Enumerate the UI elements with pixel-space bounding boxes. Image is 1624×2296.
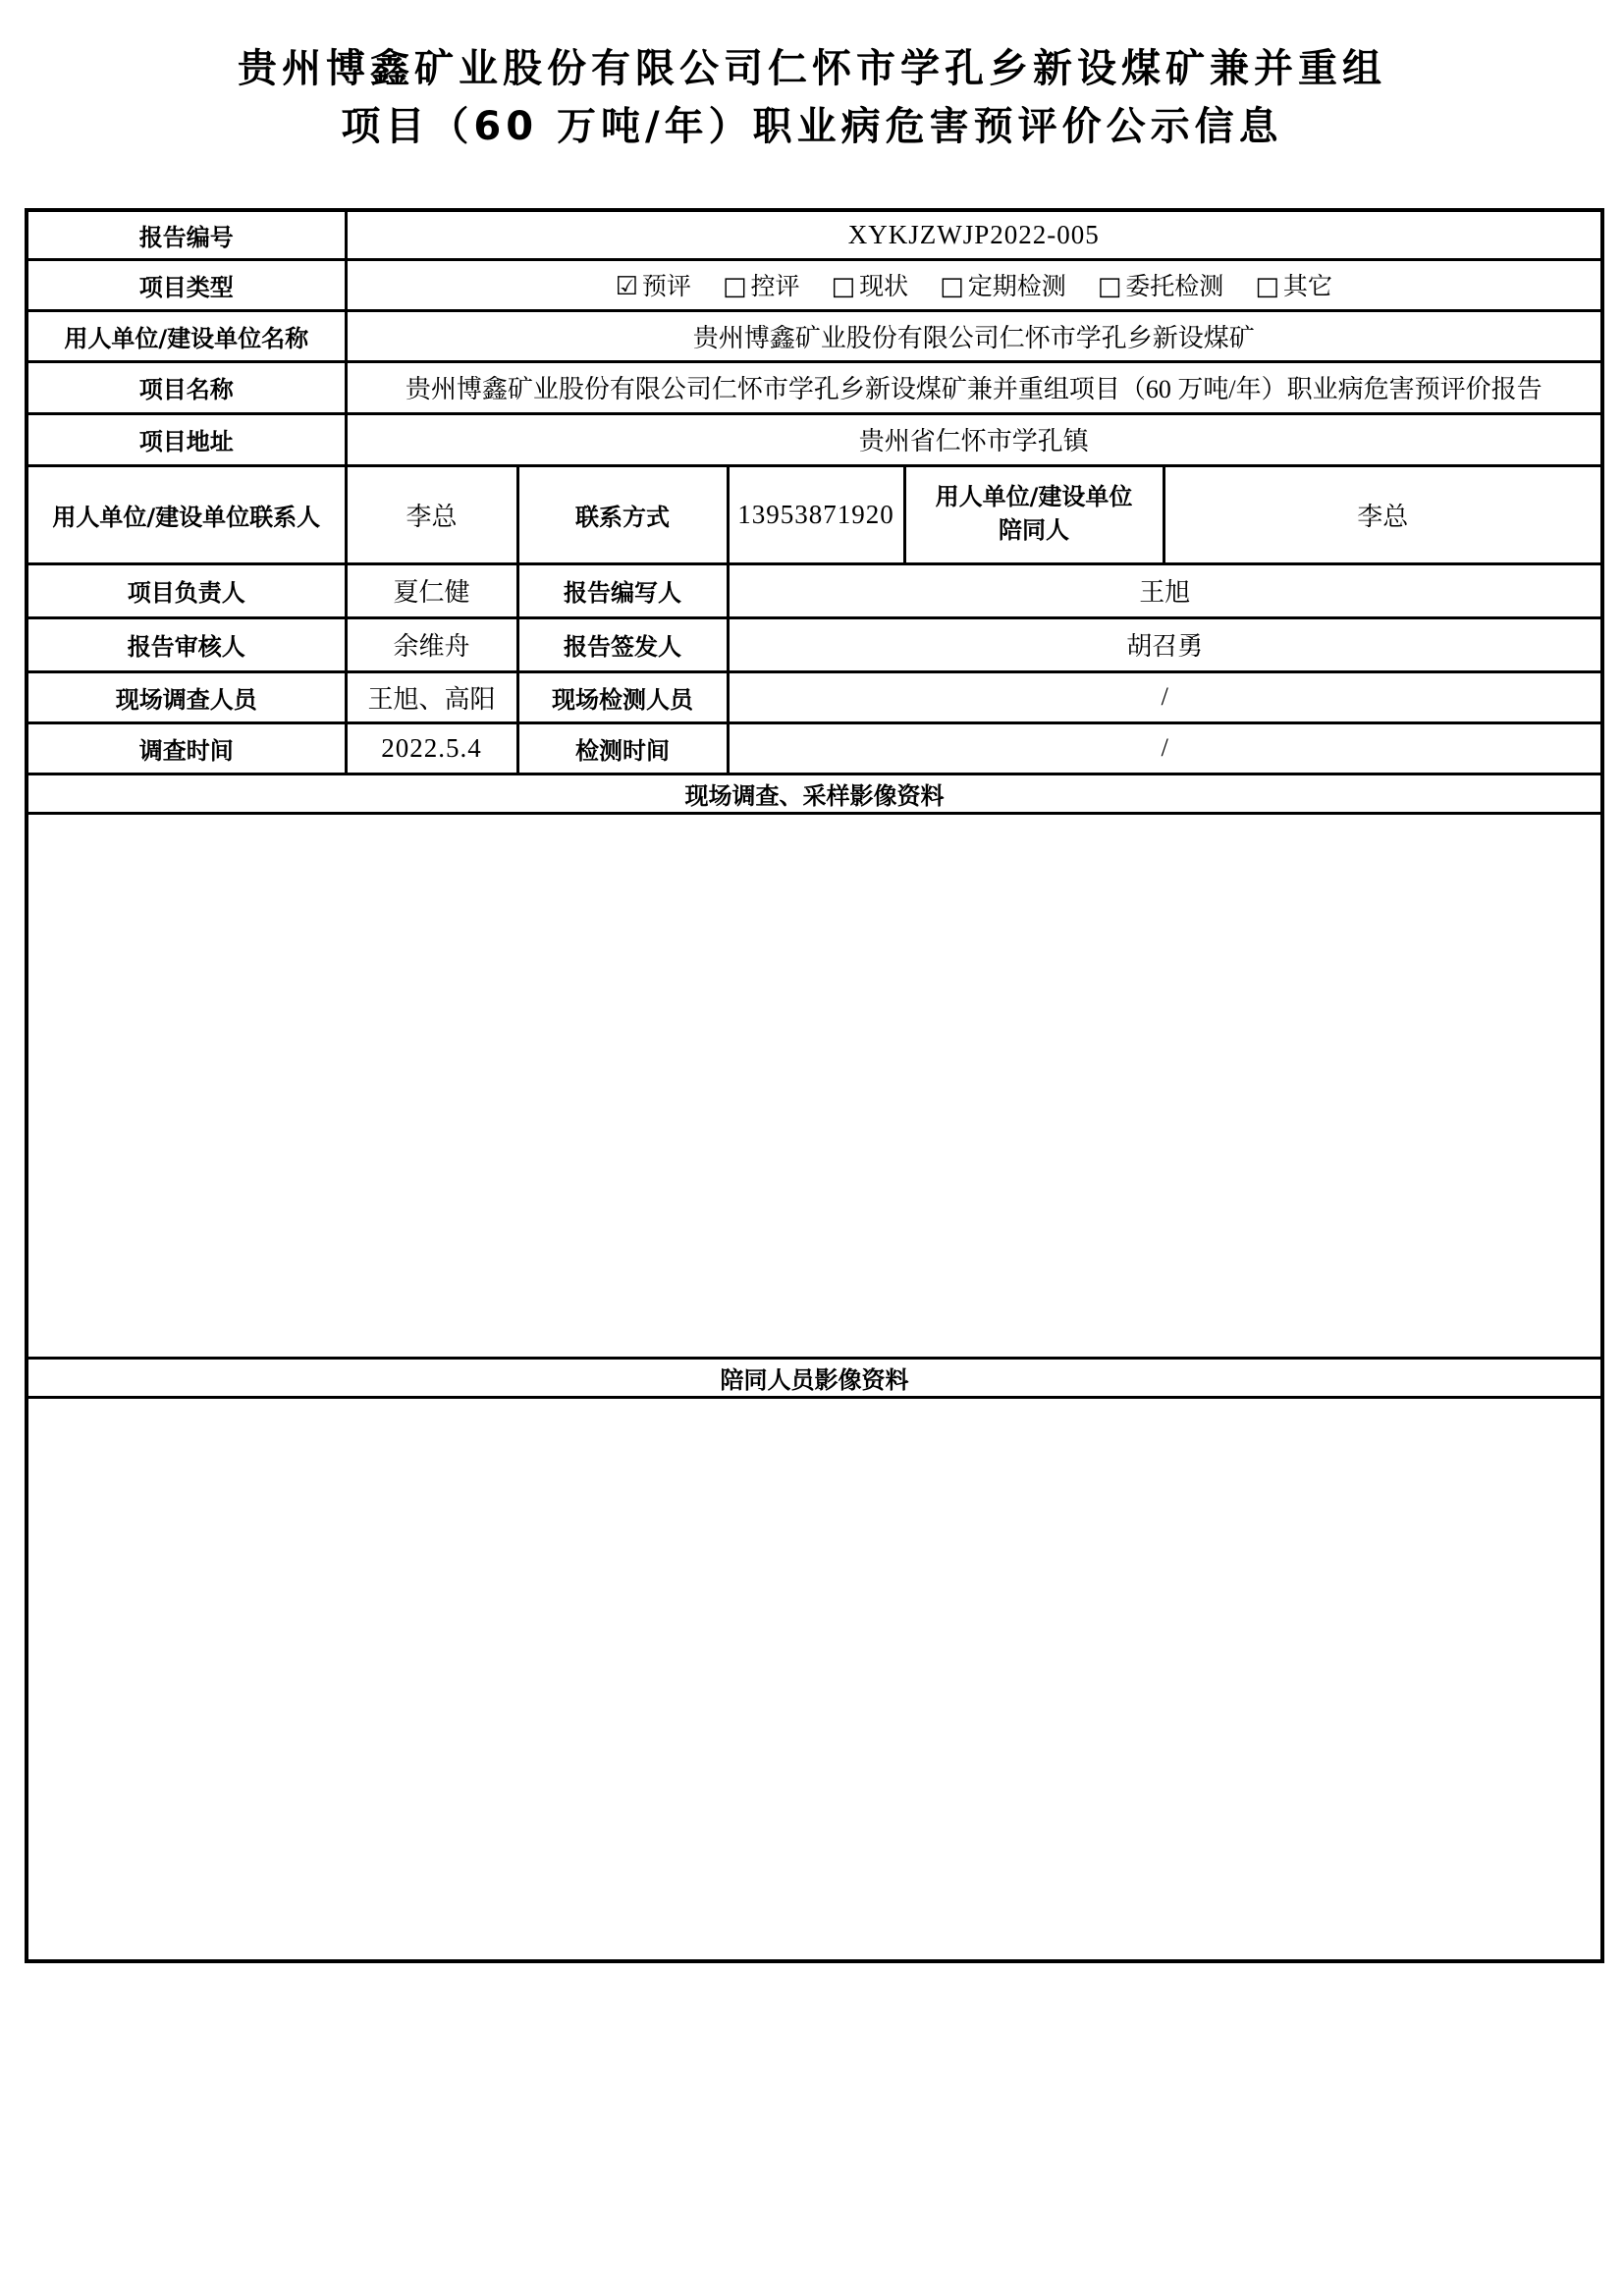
- report-number-label: 报告编号: [27, 210, 346, 259]
- employer-row: [27, 310, 1602, 361]
- page-title-line1: 贵州博鑫矿业股份有限公司仁怀市学孔乡新设煤矿兼并重组: [238, 46, 1386, 91]
- escort-name: 李总: [1164, 465, 1602, 563]
- project-type-option-entrusted: [1098, 267, 1224, 302]
- reviewer-label: 报告审核人: [27, 617, 346, 671]
- project-name-value: 贵州博鑫矿业股份有限公司仁怀市学孔乡新设煤矿兼并重组项目（60 万吨/年）职业病危害预评价报告: [346, 361, 1602, 413]
- survey-time-value: 2022.5.4: [346, 722, 517, 774]
- checkbox-label: 委托检测: [1125, 274, 1224, 300]
- section1-photo-area-row: [27, 813, 1602, 1358]
- leader-label: 项目负责人: [27, 563, 346, 617]
- project-type-row: [27, 259, 1602, 310]
- survey-personnel-row: [27, 671, 1602, 722]
- contact-label: 用人单位/建设单位联系人: [27, 465, 346, 563]
- writer-label: 报告编写人: [517, 563, 728, 617]
- leader-value: 夏仁健: [346, 563, 517, 617]
- page-title-line2: 项目（60 万吨/年）职业病危害预评价公示信息: [341, 104, 1283, 149]
- section2-photo-area-row: [27, 1397, 1602, 1961]
- checkbox-unchecked-icon: □: [722, 272, 747, 301]
- section2-title: 陪同人员影像资料: [27, 1358, 1602, 1397]
- project-type-option-periodic: [940, 267, 1066, 302]
- project-type-label: 项目类型: [27, 259, 346, 310]
- escort-label-line1: 用人单位/建设单位: [935, 483, 1133, 511]
- project-name-label: 项目名称: [27, 361, 346, 413]
- escort-label-line2: 陪同人: [999, 516, 1069, 544]
- survey-photo-area: [27, 813, 1602, 1358]
- checkbox-label: 其它: [1282, 274, 1332, 300]
- reviewer-value: 余维舟: [346, 617, 517, 671]
- checkbox-unchecked-icon: □: [940, 272, 964, 301]
- project-type-options: [346, 259, 1602, 310]
- testing-time-label: 检测时间: [517, 722, 728, 774]
- testing-personnel-value: /: [728, 671, 1602, 722]
- section1-header-row: [27, 774, 1602, 813]
- evaluation-form-table: [25, 208, 1604, 1963]
- testing-personnel-label: 现场检测人员: [517, 671, 728, 722]
- checkbox-unchecked-icon: □: [831, 272, 856, 301]
- issuer-label: 报告签发人: [517, 617, 728, 671]
- employer-label: 用人单位/建设单位名称: [27, 310, 346, 361]
- phone-value: 13953871920: [728, 465, 904, 563]
- survey-time-label: 调查时间: [27, 722, 346, 774]
- checkbox-label: 预评: [641, 274, 691, 300]
- report-number-value: XYKJZWJP2022-005: [346, 210, 1602, 259]
- testing-time-value: /: [728, 722, 1602, 774]
- contact-row: [27, 465, 1602, 563]
- project-address-row: [27, 413, 1602, 465]
- section2-header-row: [27, 1358, 1602, 1397]
- section1-title: 现场调查、采样影像资料: [27, 774, 1602, 813]
- survey-personnel-value: 王旭、高阳: [346, 671, 517, 722]
- reviewer-row: [27, 617, 1602, 671]
- project-type-option-status: [832, 267, 909, 302]
- checkbox-label: 定期检测: [967, 274, 1066, 300]
- writer-value: 王旭: [728, 563, 1602, 617]
- issuer-value: 胡召勇: [728, 617, 1602, 671]
- contact-name: 李总: [346, 465, 517, 563]
- phone-label: 联系方式: [517, 465, 728, 563]
- checkbox-checked-icon: ☑: [615, 272, 638, 301]
- checkbox-unchecked-icon: □: [1255, 272, 1279, 301]
- leader-row: [27, 563, 1602, 617]
- project-type-option-preeval: [616, 267, 691, 302]
- checkbox-label: 控评: [750, 274, 800, 300]
- report-number-row: [27, 210, 1602, 259]
- employer-value: 贵州博鑫矿业股份有限公司仁怀市学孔乡新设煤矿: [346, 310, 1602, 361]
- project-address-value: 贵州省仁怀市学孔镇: [346, 413, 1602, 465]
- survey-personnel-label: 现场调查人员: [27, 671, 346, 722]
- project-type-option-control: [723, 267, 800, 302]
- project-name-row: [27, 361, 1602, 413]
- project-address-label: 项目地址: [27, 413, 346, 465]
- checkbox-unchecked-icon: □: [1097, 272, 1122, 301]
- escort-label: [904, 465, 1164, 563]
- project-type-option-other: [1255, 267, 1332, 302]
- escort-photo-area: [27, 1397, 1602, 1961]
- survey-time-row: [27, 722, 1602, 774]
- checkbox-label: 现状: [859, 274, 909, 300]
